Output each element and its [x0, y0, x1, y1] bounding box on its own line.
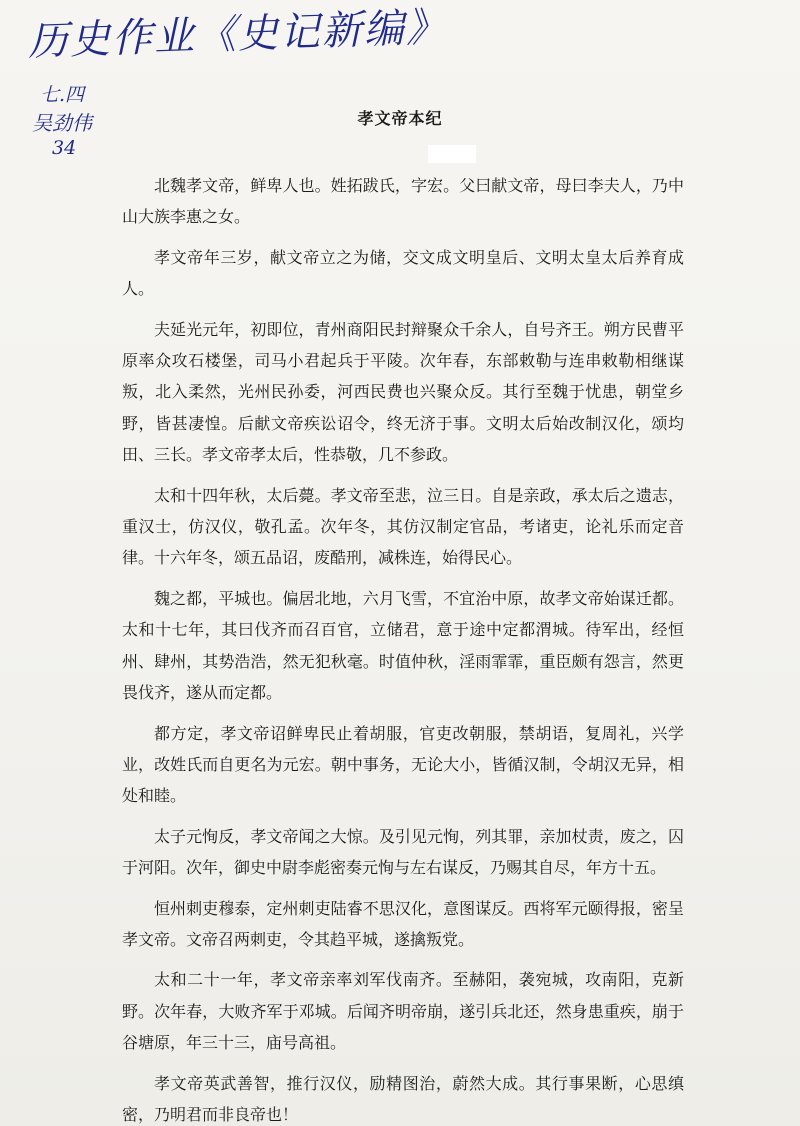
paragraph: 太和二十一年，孝文帝亲率刘军伐南齐。至赫阳，袭宛城，攻南阳，克新野。次年春，大败齐军于邓城。后闻齐明帝崩，遂引兵北还，然身患重疾，崩于谷塘原，年三十三，庙号高祖。: [122, 970, 684, 1053]
paragraph: 恒州刺吏穆泰，定州刺吏陆睿不思汉化，意图谋反。西将军元颐得报，密呈孝文帝。文帝召两刺吏，令其趋平城，遂擒叛党。: [122, 898, 684, 949]
paragraph: 魏之都，平城也。偏居北地，六月飞雪，不宜治中原，故孝文帝始谋迁都。太和十七年，其曰伐齐而召百官，立储君，意于途中定都渭城。待军出，经恒州、肆州，其势浩浩，然无犯秋毫。时值仲秋，淫雨霏霏，重臣颇有怨言，然更畏伐齐，遂从而定都。: [122, 588, 684, 703]
paragraph: 太子元恂反，孝文帝闻之大惊。及引见元恂，列其罪，亲加杖责，废之，囚于河阳。次年，御史中尉李彪密奏元恂与左右谋反，乃赐其自尽，年方十五。: [122, 826, 684, 878]
handwritten-student-name: 吴劲伟: [32, 111, 92, 135]
paragraph: 孝文帝年三岁，献文帝立之为储，交文成文明皇后、文明太皇太后养育成人。: [122, 247, 684, 299]
handwritten-class: 七.四: [40, 84, 85, 106]
handwritten-assignment-title: 历史作业《史记新编》: [27, 4, 449, 65]
paragraph: 太和十四年秋，太后薨。孝文帝至悲，泣三日。自是亲政，承太后之遗志，重汉士，仿汉仪，敬孔孟。次年冬，其仿汉制定官品，考诸吏，论礼乐而定音律。十六年冬，颂五品诏，废酷刑，减株连，始得民心。: [122, 485, 684, 568]
paragraph: 夫延光元年，初即位，青州商阳民封辩聚众千余人，自号齐王。朔方民曹平原率众攻石楼堡，司马小君起兵于平陵。次年春，东部敕勒与连串敕勒相继谋叛，北入柔然，光州民孙委，河西民费也兴聚众反。其行至魏于忧患，朝堂乡野，皆甚凄惶。后献文帝疾讼诏令，终无济于事。文明太后始改制汉化，颂均田、三长。孝文帝孝太后，性恭敬，几不参政。: [122, 319, 684, 465]
paragraph: 都方定，孝文帝诏鲜卑民止着胡服，官吏改朝服，禁胡语，复周礼，兴学业，改姓氏而自更名为元宏。朝中事务，无论大小，皆循汉制，令胡汉无异，相处和睦。: [122, 723, 684, 806]
handwritten-student-number: 34: [52, 137, 77, 159]
redaction-patch: [428, 145, 476, 163]
document-title: 孝文帝本纪: [357, 109, 443, 128]
paragraph: 孝文帝英武善智，推行汉仪，励精图治，蔚然大成。其行事果断，心思缜密，乃明君而非良帝也！: [122, 1073, 684, 1124]
document-body: [122, 170, 684, 1126]
paragraph: 北魏孝文帝，鲜卑人也。姓拓跋氏，字宏。父曰献文帝，母曰李夫人，乃中山大族李惠之女。: [122, 176, 684, 227]
